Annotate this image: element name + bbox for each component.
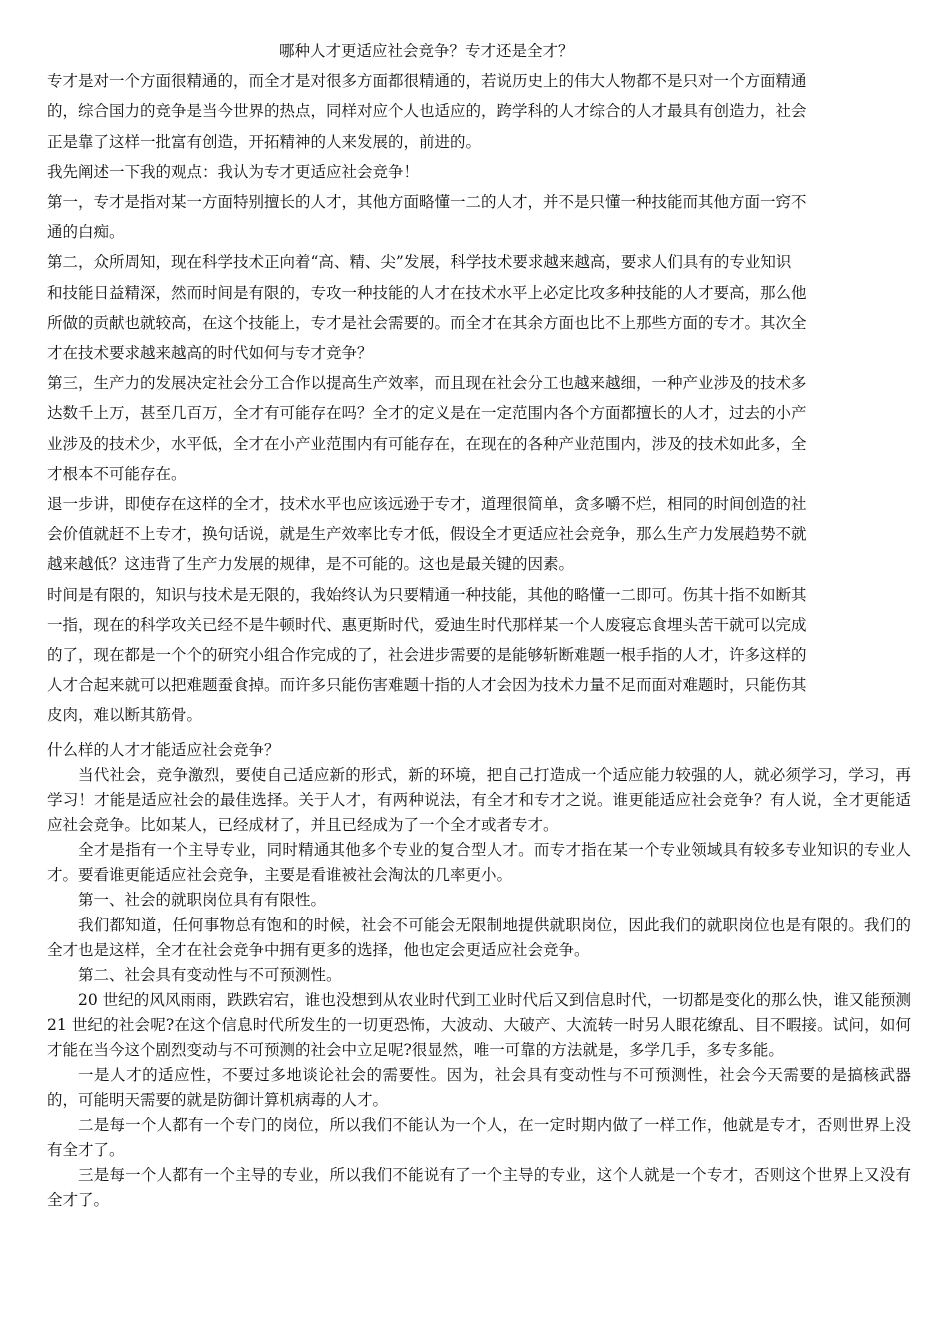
essay-title: 哪种人才更适应社会竞争？专才还是全才？ (279, 42, 574, 60)
section-heading: 什么样的人才才能适应社会竞争？ (47, 741, 280, 759)
paragraph: 三是每一个人都有一个主导的专业，所以我们不能说有了一个主导的专业，这个人就是一个专才，否则这个世界上又没有全才了。 (47, 1166, 911, 1209)
paragraph: 我先阐述一下我的观点：我认为专才更适应社会竞争！ (47, 162, 420, 181)
paragraph: 时间是有限的，知识与技术是无限的，我始终认为只要精通一种技能，其他的略懂一二即可。伤其十指不如断其 一指，现在的科学攻关已经不是牛顿时代、惠更斯时代，爱迪生时代那样某一个人废寝忘食埋头苦干就可以完成 的了，现在都是一个个的研究小组合作完成的了，社会进步需要的是能够斩断难题一根手指的人才，许多这样的 人才合起来就可以把难题蚕食掉。而许多只能伤害难题十指的人才会因为技术力量不足而面对难题时，只能伤其 皮肉，难以断其筋骨。 (47, 585, 807, 725)
paragraph: 一是人才的适应性，不要过多地谈论社会的需要性。因为，社会具有变动性与不可预测性，社会今天需要的是搞核武器的，可能明天需要的就是防御计算机病毒的人才。 (47, 1066, 911, 1109)
paragraph: 我们都知道，任何事物总有饱和的时候，社会不可能会无限制地提供就职岗位，因此我们的就职岗位也是有限的。我们的全才也是这样，全才在社会竞争中拥有更多的选择，他也定会更适应社会竞争。 (47, 916, 911, 959)
paragraph: 20 世纪的风风雨雨，跌跌宕宕，谁也没想到从农业时代到工业时代后又到信息时代，一切都是变化的那么快，谁又能预测 21 世纪的社会呢?在这个信息时代所发生的一切更恐怖，大波动、大破产、大流转一时另人眼花缭乱、目不暇接。试问，如何才能在当今这个剧烈变动与不可预测的社会中立足呢?很显然，唯一可靠的方法就是，多学几手，多专多能。 (47, 991, 911, 1059)
paragraph: 第一、社会的就职岗位具有有限性。 (78, 891, 327, 909)
section-specialist-essay (47, 36, 877, 731)
paragraph: 专才是对一个方面很精通的，而全才是对很多方面都很精通的，若说历史上的伟大人物都不是只对一个方面精通 的，综合国力的竞争是当今世界的热点，同样对应个人也适应的，跨学科的人才综合的人才最具有创造力，社会 正是靠了这样一批富有创造，开拓精神的人来发展的，前进的。 (47, 72, 807, 151)
paragraph: 二是每一个人都有一个专门的岗位，所以我们不能认为一个人，在一定时期内做了一样工作，他就是专才，否则世界上没有全才了。 (47, 1116, 911, 1159)
paragraph: 第二，众所周知，现在科学技术正向着“高、精、尖”发展，科学技术要求越来越高，要求人们具有的专业知识 和技能日益精深，然而时间是有限的，专攻一种技能的人才在技术水平上必定比攻多种技能的人才要高，那么他 所做的贡献也就较高，在这个技能上，专才是社会需要的。而全才在其余方面也比不上那些方面的专才。其次全 才在技术要求越来越高的时代如何与专才竞争？ (47, 253, 807, 363)
paragraph: 第二、社会具有变动性与不可预测性。 (78, 966, 342, 984)
paragraph: 第一，专才是指对某一方面特别擅长的人才，其他方面略懂一二的人才，并不是只懂一种技能而其他方面一窍不 通的白痴。 (47, 193, 807, 242)
paragraph: 退一步讲，即使存在这样的全才，技术水平也应该远逊于专才，道理很简单，贪多嚼不烂，相同的时间创造的社 会价值就赶不上专才，换句话说，就是生产效率比专才低，假设全才更适应社会竞争，那么生产力发展趋势不就 越来越低？这违背了生产力发展的规律，是不可能的。这也是最关键的因素。 (47, 495, 807, 574)
paragraph: 全才是指有一个主导专业，同时精通其他多个专业的复合型人才。而专才指在某一个专业领域具有较多专业知识的专业人才。要看谁更能适应社会竞争，主要是看谁被社会淘汰的几率更小。 (47, 841, 911, 884)
paragraph: 当代社会，竞争激烈，要使自己适应新的形式，新的环境，把自己打造成一个适应能力较强的人，就必须学习，学习，再学习！才能是适应社会的最佳选择。关于人才，有两种说法，有全才和专才之说。谁更能适应社会竞争？有人说，全才更能适应社会竞争。比如某人，已经成材了，并且已经成为了一个全才或者专才。 (47, 766, 911, 834)
paragraph: 第三，生产力的发展决定社会分工合作以提高生产效率，而且现在社会分工也越来越细，一种产业涉及的技术多 达数千上万，甚至几百万，全才有可能存在吗？全才的定义是在一定范围内各个方面都擅长的人才，过去的小产 业涉及的技术少，水平低，全才在小产业范围内有可能存在，在现在的各种产业范围内，涉及的技术如此多，全 才根本不可能存在。 (47, 374, 807, 483)
section-talent-essay (47, 738, 911, 1213)
